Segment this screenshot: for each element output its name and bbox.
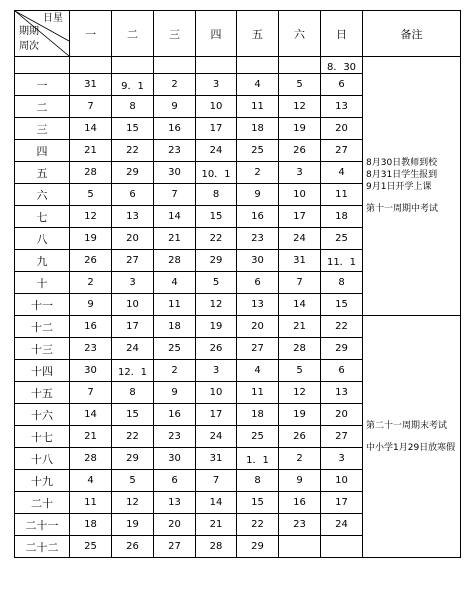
- day-header: 二: [112, 11, 154, 57]
- week-cell: 十九: [15, 470, 70, 492]
- table-row: [15, 57, 461, 74]
- date-cell: 3: [196, 360, 237, 382]
- date-cell: 8: [237, 470, 279, 492]
- date-cell: [70, 57, 112, 74]
- date-cell: 3: [279, 162, 321, 184]
- date-cell: 27: [237, 338, 279, 360]
- date-cell: 10: [196, 382, 237, 404]
- table-row: [15, 316, 461, 338]
- week-cell: 十六: [15, 404, 70, 426]
- date-cell: 17: [112, 316, 154, 338]
- date-cell: 29: [321, 338, 363, 360]
- date-cell: 23: [279, 514, 321, 536]
- date-cell: 10．1: [196, 162, 237, 184]
- date-cell: 23: [154, 140, 196, 162]
- date-cell: 16: [154, 118, 196, 140]
- date-cell: 21: [154, 228, 196, 250]
- week-cell: 十二: [15, 316, 70, 338]
- date-cell: 29: [112, 162, 154, 184]
- date-cell: 27: [321, 140, 363, 162]
- date-cell: 15: [321, 294, 363, 316]
- date-cell: 19: [279, 118, 321, 140]
- date-cell: 8: [196, 184, 237, 206]
- date-cell: 12: [279, 382, 321, 404]
- date-cell: 29: [237, 536, 279, 558]
- date-cell: 6: [321, 74, 363, 96]
- date-cell: 17: [279, 206, 321, 228]
- date-cell: 14: [154, 206, 196, 228]
- remarks-cell-first-half: [363, 57, 461, 316]
- date-cell: 9: [237, 184, 279, 206]
- date-cell: 17: [321, 492, 363, 514]
- date-cell: 22: [321, 316, 363, 338]
- week-cell: 十一: [15, 294, 70, 316]
- date-cell: 30: [237, 250, 279, 272]
- date-cell: 18: [237, 118, 279, 140]
- date-cell: 3: [196, 74, 237, 96]
- date-cell: 25: [154, 338, 196, 360]
- date-cell: 16: [237, 206, 279, 228]
- date-cell: 11: [70, 492, 112, 514]
- date-cell: 5: [70, 184, 112, 206]
- date-cell: 16: [70, 316, 112, 338]
- date-cell: 27: [112, 250, 154, 272]
- date-cell: 5: [279, 74, 321, 96]
- date-cell: 24: [279, 228, 321, 250]
- date-cell: 31: [196, 448, 237, 470]
- day-header: 三: [154, 11, 196, 57]
- date-cell: 4: [321, 162, 363, 184]
- date-cell: 2: [154, 74, 196, 96]
- date-cell: 23: [154, 426, 196, 448]
- date-cell: 30: [154, 162, 196, 184]
- date-cell: 21: [196, 514, 237, 536]
- date-cell: 12: [70, 206, 112, 228]
- date-cell: 7: [279, 272, 321, 294]
- corner-header-cell: [15, 11, 70, 57]
- week-cell: 九: [15, 250, 70, 272]
- date-cell: 25: [237, 426, 279, 448]
- date-cell: 4: [237, 360, 279, 382]
- date-cell: 2: [154, 360, 196, 382]
- date-cell: 26: [196, 338, 237, 360]
- date-cell: 4: [70, 470, 112, 492]
- date-cell: 26: [279, 426, 321, 448]
- day-header: 六: [279, 11, 321, 57]
- date-cell: 18: [154, 316, 196, 338]
- date-cell: 5: [279, 360, 321, 382]
- date-cell: 28: [70, 448, 112, 470]
- school-calendar-table: [14, 10, 461, 558]
- remark-text: 8月30日教师到校 8月31日学生报到 9月1日开学上课: [366, 158, 438, 192]
- day-header: 日: [321, 11, 363, 57]
- week-cell: 三: [15, 118, 70, 140]
- date-cell: 8．30: [321, 57, 363, 74]
- date-cell: 28: [279, 338, 321, 360]
- week-cell: 十三: [15, 338, 70, 360]
- date-cell: 2: [237, 162, 279, 184]
- date-cell: 14: [70, 118, 112, 140]
- date-cell: 22: [196, 228, 237, 250]
- date-cell: 23: [70, 338, 112, 360]
- date-cell: 17: [196, 118, 237, 140]
- date-cell: 19: [70, 228, 112, 250]
- week-cell: 十八: [15, 448, 70, 470]
- date-cell: 9: [70, 294, 112, 316]
- date-cell: 15: [112, 118, 154, 140]
- date-cell: 9: [154, 382, 196, 404]
- date-cell: 16: [154, 404, 196, 426]
- date-cell: 18: [237, 404, 279, 426]
- date-cell: 11: [321, 184, 363, 206]
- date-cell: [279, 57, 321, 74]
- date-cell: 7: [154, 184, 196, 206]
- date-cell: 27: [154, 536, 196, 558]
- date-cell: 19: [196, 316, 237, 338]
- date-cell: 1．1: [237, 448, 279, 470]
- date-cell: 20: [237, 316, 279, 338]
- corner-label-week: 周次: [19, 41, 39, 52]
- date-cell: [112, 57, 154, 74]
- date-cell: 20: [154, 514, 196, 536]
- header-row: [15, 11, 461, 57]
- date-cell: 20: [112, 228, 154, 250]
- date-cell: 8: [112, 96, 154, 118]
- date-cell: 22: [237, 514, 279, 536]
- date-cell: 25: [237, 140, 279, 162]
- date-cell: 4: [237, 74, 279, 96]
- date-cell: 9．1: [112, 74, 154, 96]
- date-cell: 18: [70, 514, 112, 536]
- date-cell: 10: [279, 184, 321, 206]
- week-cell: 六: [15, 184, 70, 206]
- date-cell: 22: [112, 426, 154, 448]
- date-cell: 21: [70, 140, 112, 162]
- date-cell: 12．1: [112, 360, 154, 382]
- week-cell: 十五: [15, 382, 70, 404]
- date-cell: 24: [321, 514, 363, 536]
- date-cell: 24: [196, 426, 237, 448]
- date-cell: 7: [196, 470, 237, 492]
- date-cell: 8: [321, 272, 363, 294]
- date-cell: 13: [237, 294, 279, 316]
- corner-label-weekday: 日星: [43, 13, 63, 24]
- remark-text: 第十一周期中考试: [366, 204, 439, 214]
- date-cell: 22: [112, 140, 154, 162]
- date-cell: 5: [112, 470, 154, 492]
- date-cell: 12: [279, 96, 321, 118]
- week-cell: 一: [15, 74, 70, 96]
- week-cell: 十七: [15, 426, 70, 448]
- date-cell: 29: [112, 448, 154, 470]
- day-header: 四: [196, 11, 237, 57]
- date-cell: 29: [196, 250, 237, 272]
- date-cell: 20: [321, 404, 363, 426]
- date-cell: 21: [70, 426, 112, 448]
- notes-header: 备注: [363, 11, 461, 57]
- date-cell: 15: [237, 492, 279, 514]
- date-cell: 6: [237, 272, 279, 294]
- date-cell: 15: [196, 206, 237, 228]
- corner-label-date: 期期: [19, 26, 39, 37]
- date-cell: 23: [237, 228, 279, 250]
- date-cell: 8: [112, 382, 154, 404]
- date-cell: 11: [237, 96, 279, 118]
- week-cell: 十: [15, 272, 70, 294]
- date-cell: 9: [154, 96, 196, 118]
- week-cell: 十四: [15, 360, 70, 382]
- day-header: 一: [70, 11, 112, 57]
- date-cell: 12: [112, 492, 154, 514]
- date-cell: 26: [112, 536, 154, 558]
- date-cell: 10: [321, 470, 363, 492]
- week-cell: 八: [15, 228, 70, 250]
- date-cell: 19: [112, 514, 154, 536]
- date-cell: 4: [154, 272, 196, 294]
- date-cell: 27: [321, 426, 363, 448]
- date-cell: 30: [70, 360, 112, 382]
- date-cell: 25: [70, 536, 112, 558]
- date-cell: 13: [154, 492, 196, 514]
- date-cell: 6: [321, 360, 363, 382]
- date-cell: [321, 536, 363, 558]
- week-cell: 二: [15, 96, 70, 118]
- date-cell: 13: [321, 382, 363, 404]
- date-cell: 21: [279, 316, 321, 338]
- date-cell: 14: [70, 404, 112, 426]
- week-cell: 五: [15, 162, 70, 184]
- date-cell: 13: [112, 206, 154, 228]
- date-cell: 25: [321, 228, 363, 250]
- day-header: 五: [237, 11, 279, 57]
- date-cell: 15: [112, 404, 154, 426]
- date-cell: 5: [196, 272, 237, 294]
- week-cell: 二十二: [15, 536, 70, 558]
- date-cell: 11: [154, 294, 196, 316]
- week-cell: 四: [15, 140, 70, 162]
- date-cell: 13: [321, 96, 363, 118]
- date-cell: 28: [154, 250, 196, 272]
- date-cell: 19: [279, 404, 321, 426]
- remarks-cell-second-half: [363, 316, 461, 558]
- date-cell: 6: [154, 470, 196, 492]
- remark-text: 第二十一周期末考试: [366, 420, 448, 431]
- date-cell: 26: [279, 140, 321, 162]
- date-cell: 10: [112, 294, 154, 316]
- date-cell: 26: [70, 250, 112, 272]
- date-cell: 11．1: [321, 250, 363, 272]
- date-cell: [196, 57, 237, 74]
- calendar-body: [15, 57, 461, 558]
- date-cell: 12: [196, 294, 237, 316]
- date-cell: 10: [196, 96, 237, 118]
- date-cell: 11: [237, 382, 279, 404]
- date-cell: 9: [279, 470, 321, 492]
- date-cell: 18: [321, 206, 363, 228]
- date-cell: 20: [321, 118, 363, 140]
- date-cell: 28: [70, 162, 112, 184]
- week-cell: 七: [15, 206, 70, 228]
- date-cell: [237, 57, 279, 74]
- date-cell: 14: [279, 294, 321, 316]
- date-cell: 28: [196, 536, 237, 558]
- date-cell: 7: [70, 96, 112, 118]
- date-cell: 31: [70, 74, 112, 96]
- date-cell: 3: [112, 272, 154, 294]
- date-cell: [154, 57, 196, 74]
- week-cell: 二十一: [15, 514, 70, 536]
- date-cell: 16: [279, 492, 321, 514]
- date-cell: 6: [112, 184, 154, 206]
- date-cell: 7: [70, 382, 112, 404]
- date-cell: 24: [112, 338, 154, 360]
- week-cell: 二十: [15, 492, 70, 514]
- date-cell: [279, 536, 321, 558]
- date-cell: 2: [70, 272, 112, 294]
- date-cell: 3: [321, 448, 363, 470]
- date-cell: 14: [196, 492, 237, 514]
- remark-text: 中小学1月29日放寒假: [366, 442, 456, 453]
- date-cell: 31: [279, 250, 321, 272]
- week-cell: [15, 57, 70, 74]
- date-cell: 2: [279, 448, 321, 470]
- date-cell: 30: [154, 448, 196, 470]
- date-cell: 24: [196, 140, 237, 162]
- date-cell: 17: [196, 404, 237, 426]
